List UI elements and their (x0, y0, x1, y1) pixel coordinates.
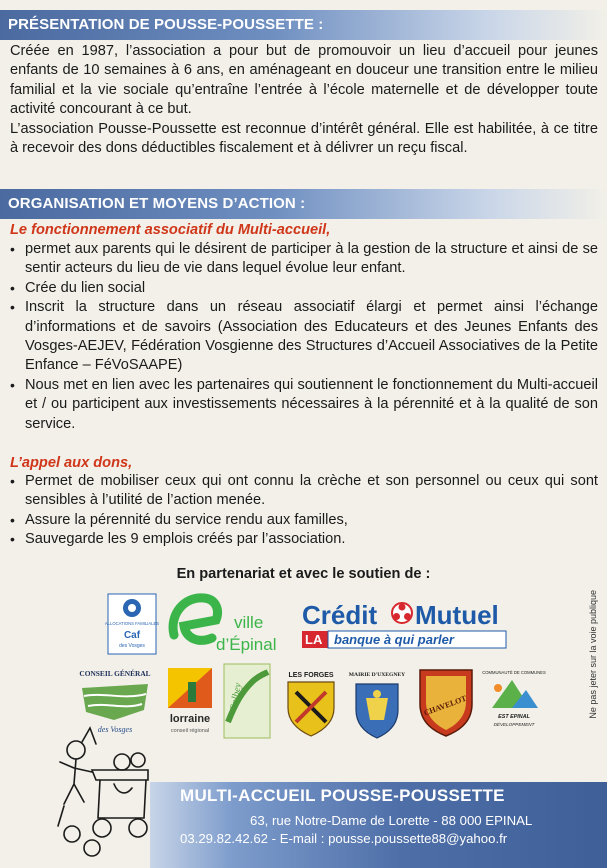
subtitle-appel-dons: L’appel aux dons, (10, 455, 133, 471)
chavelot-logo (414, 664, 478, 738)
svg-text:Mutuel: Mutuel (415, 600, 499, 630)
svg-text:MAIRIE D'UXEGNEY: MAIRIE D'UXEGNEY (348, 672, 406, 678)
list-item: • Nous met en lien avec les partenaires qui soutiennent le fonctionnement du Multi-accueil et / ou participent aux investissements nécessaires à la pérennité et à la qualité de son service. (10, 376, 598, 432)
caf-logo (104, 592, 160, 656)
section-organisation-title: ORGANISATION ET MOYENS D’ACTION : (0, 189, 607, 219)
uxegney-logo (344, 668, 410, 740)
presentation-text (10, 42, 598, 158)
fonctionnement-list (6, 240, 598, 434)
svg-text:CHAVELOT: CHAVELOT (422, 693, 468, 718)
footer-address: 63, rue Notre-Dame de Lorette - 88 000 EPINAL (250, 813, 533, 828)
vosges-map-icon (82, 684, 148, 720)
svg-text:banque à qui parler: banque à qui parler (334, 632, 454, 647)
children-stroller-illustration (52, 722, 158, 862)
partners-title: En partenariat et avec le soutien de : (176, 566, 431, 582)
footer-contact: 03.29.82.42.62 - E-mail : pousse.poussette88@yahoo.fr (180, 831, 508, 846)
svg-text:conseil régional: conseil régional (170, 728, 210, 734)
svg-text:d’Épinal: d’Épinal (216, 635, 277, 654)
footer-title: MULTI-ACCUEIL POUSSE-POUSSETTE (180, 786, 505, 805)
svg-text:ville: ville (234, 613, 264, 632)
list-item: • Inscrit la structure dans un réseau associatif élargi et permet ainsi l’échange d’informations et de savoirs (Association des Educateurs et des Jeunes Enfants des Vosges-AEJEV, Fédération Vosgienne des Structures d’Accueil Associatives de la Petite Enfance – FéVoSAAPE) (10, 299, 598, 374)
svg-text:ALLOCATIONS FAMILIALES: ALLOCATIONS FAMILIALES (104, 621, 160, 626)
presentation-paragraph-1: Créée en 1987, l’association a pour but de promouvoir un lieu d’accueil pour jeunes enfants de 10 semaines à 6 ans, en aménageant en douceur une transition entre le milieu familial et la vie sociale qu’entraîne l’entrée à l’école maternelle et de développer toute activité concourant à ce but. (10, 43, 598, 118)
est-epinal-logo (482, 668, 546, 732)
vertical-disposal-note: Ne pas jeter sur la voie publique (588, 590, 598, 719)
list-item: • permet aux parents qui le désirent de participer à la gestion de la structure et ainsi de se sentir acteurs du lieu de vie dans lequel évolue leur enfant. (10, 241, 598, 277)
svg-text:COMMUNAUTÉ DE COMMUNES: COMMUNAUTÉ DE COMMUNES (482, 670, 546, 675)
credit-mutuel-logo (302, 598, 508, 654)
svg-text:EST EPINAL: EST EPINAL (498, 714, 530, 720)
svg-text:Crédit: Crédit (302, 600, 378, 630)
golbey-logo (222, 662, 272, 740)
ville-epinal-logo (164, 590, 298, 660)
svg-text:des Vosges: des Vosges (97, 725, 133, 734)
list-item: • Permet de mobiliser ceux qui ont connu la crèche et son personnel ou ceux qui sont sensibles à l’utilité de l’action menée. (10, 473, 598, 509)
presentation-paragraph-2: L’association Pousse-Poussette est reconnue d’intérêt général. Elle est habilitée, à ce titre à recevoir des dons déductibles fiscalement et à délivrer un reçu fiscal. (10, 120, 598, 157)
svg-text:Caf: Caf (123, 630, 141, 641)
list-item: • Sauvegarde les 9 emplois créés par l’association. (10, 531, 346, 548)
caf-emblem-icon (104, 592, 160, 656)
section-presentation-title: PRÉSENTATION DE POUSSE-POUSSETTE : (0, 10, 607, 40)
svg-text:des Vosges: des Vosges (119, 643, 145, 649)
svg-text:LA: LA (305, 632, 323, 647)
lorraine-mark-icon (168, 668, 212, 708)
les-forges-logo (280, 668, 342, 738)
list-item: • Crée du lien social (10, 279, 146, 296)
svg-text:CONSEIL GÉNÉRAL: CONSEIL GÉNÉRAL (79, 669, 151, 678)
children-stroller-icon (52, 722, 158, 862)
dons-list (6, 472, 598, 550)
svg-text:DÉVELOPPEMENT: DÉVELOPPEMENT (493, 722, 535, 727)
svg-text:Golbey: Golbey (228, 682, 244, 713)
est-epinal-landscape-icon (492, 680, 538, 708)
svg-text:LES FORGES: LES FORGES (288, 672, 334, 679)
lorraine-logo (162, 664, 218, 738)
epinal-e-icon (164, 590, 298, 660)
svg-text:lorraine: lorraine (169, 713, 211, 725)
credit-mutuel-emblem-icon (392, 603, 412, 623)
list-item: • Assure la pérennité du service rendu aux familles, (10, 511, 348, 528)
subtitle-fonctionnement: Le fonctionnement associatif du Multi-accueil, (10, 222, 331, 238)
